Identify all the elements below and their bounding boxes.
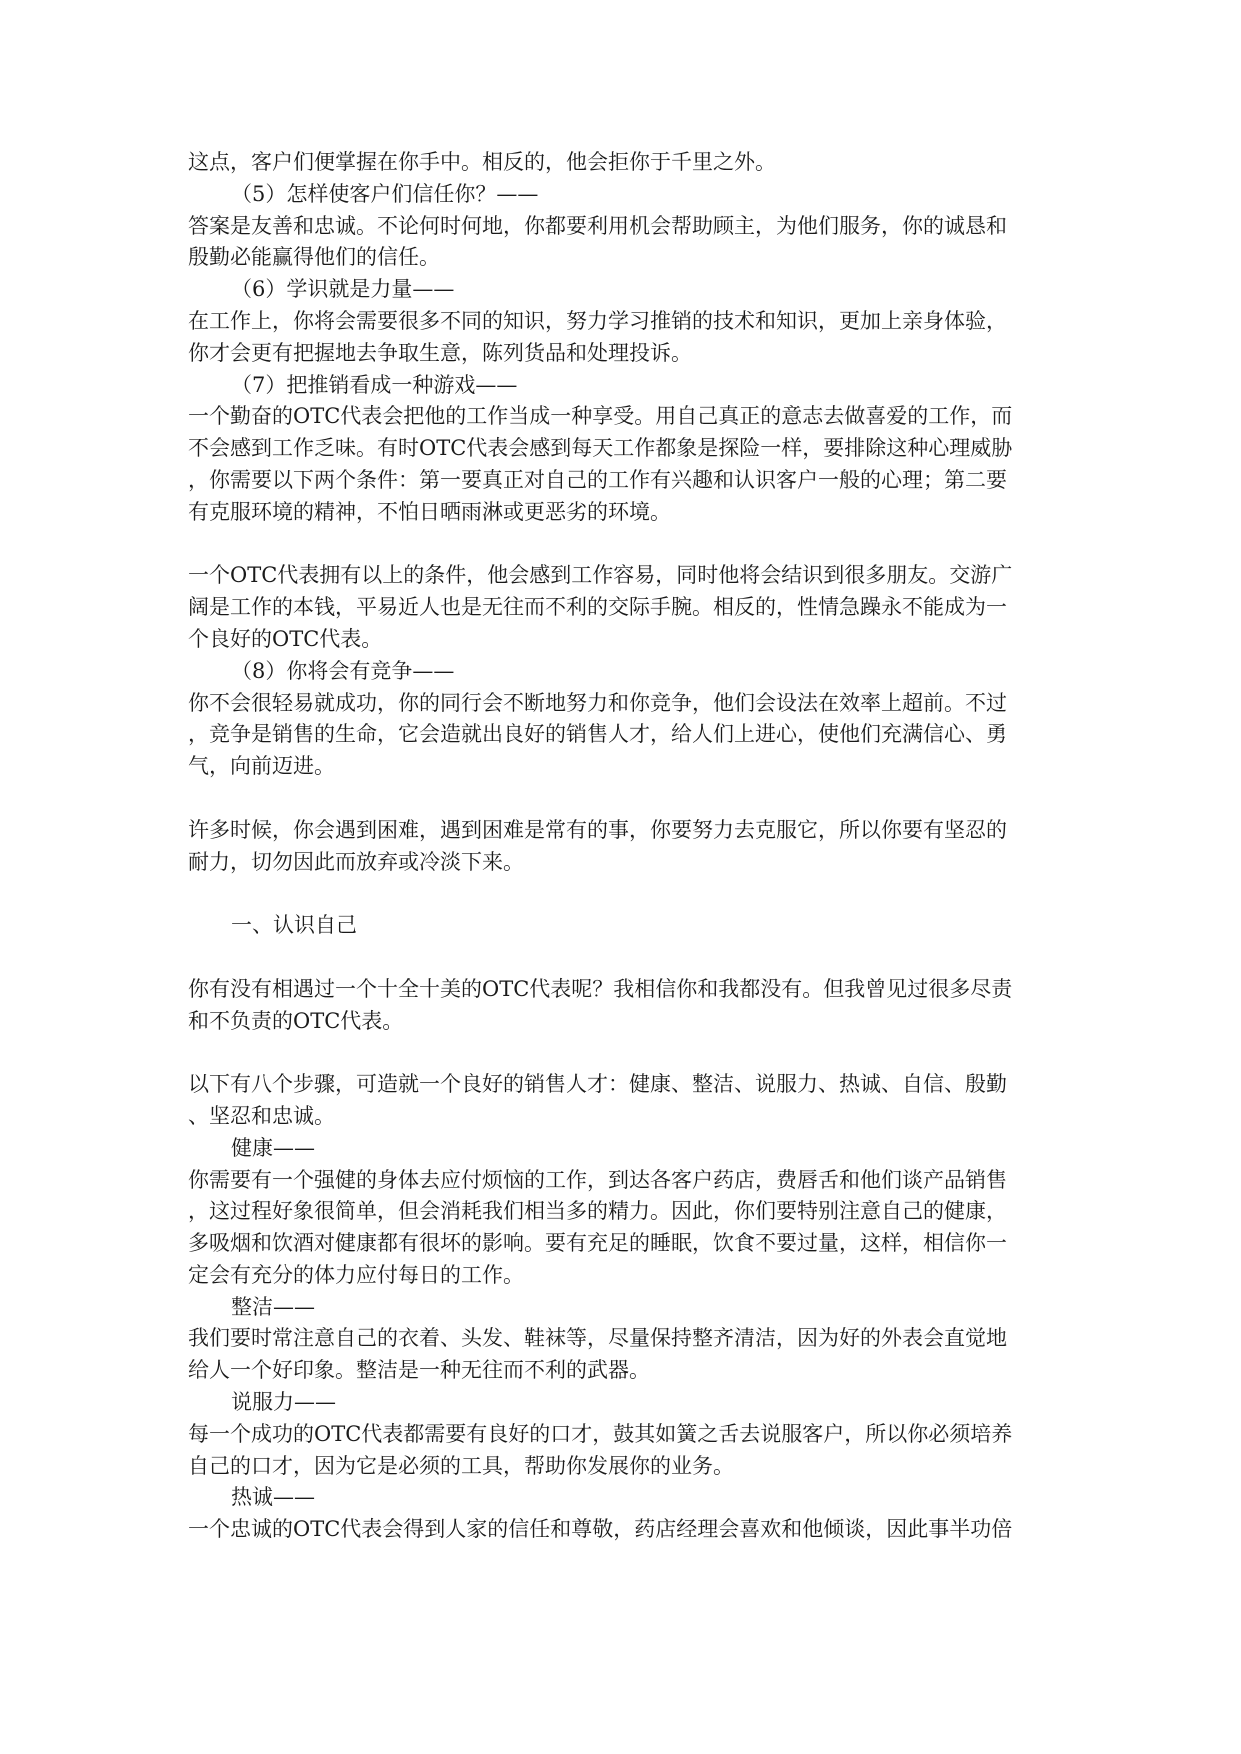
paragraph-line: 自己的口才，因为它是必须的工具，帮助你发展你的业务。 xyxy=(188,1453,734,1478)
blank-line xyxy=(188,783,1050,815)
paragraph-line: 多吸烟和饮酒对健康都有很坏的影响。要有充足的睡眠，饮食不要过量，这样，相信你一 xyxy=(188,1231,1007,1256)
paragraph-line: 个良好的OTC代表。 xyxy=(188,626,383,651)
section-heading-line: （8）你将会有竞争—— xyxy=(231,658,455,683)
blank-line xyxy=(188,1037,1050,1069)
document-body xyxy=(188,147,1050,1546)
paragraph-line: 一个忠诚的OTC代表会得到人家的信任和尊敬，药店经理会喜欢和他倾谈，因此事半功倍 xyxy=(188,1517,1013,1542)
paragraph-line: 我们要时常注意自己的衣着、头发、鞋袜等，尽量保持整齐清洁，因为好的外表会直觉地 xyxy=(188,1326,1007,1351)
section-heading-line: 说服力—— xyxy=(231,1390,336,1415)
section-heading-line: （5）怎样使客户们信任你？—— xyxy=(231,181,539,206)
blank-line xyxy=(188,942,1050,974)
paragraph-line: ，竞争是销售的生命，它会造就出良好的销售人才，给人们上进心，使他们充满信心、勇 xyxy=(188,722,1007,747)
blank-line xyxy=(188,878,1050,910)
paragraph-line: 耐力，切勿因此而放弃或冷淡下来。 xyxy=(188,849,524,874)
paragraph-line: ，你需要以下两个条件：第一要真正对自己的工作有兴趣和认识客户一般的心理；第二要 xyxy=(188,467,1007,492)
paragraph-line: 你才会更有把握地去争取生意，陈列货品和处理投诉。 xyxy=(188,340,692,365)
paragraph-line: 一个OTC代表拥有以上的条件，他会感到工作容易，同时他将会结识到很多朋友。交游广 xyxy=(188,563,1013,588)
paragraph-line: 在工作上，你将会需要很多不同的知识，努力学习推销的技术和知识，更加上亲身体验， xyxy=(188,308,1007,333)
paragraph-line: 阔是工作的本钱，平易近人也是无往而不利的交际手腕。相反的，性情急躁永不能成为一 xyxy=(188,595,1007,620)
paragraph-line: 这点，客户们便掌握在你手中。相反的，他会拒你于千里之外。 xyxy=(188,150,776,174)
paragraph-line: 和不负责的OTC代表。 xyxy=(188,1008,404,1033)
paragraph-line: ，这过程好象很简单，但会消耗我们相当多的精力。因此，你们要特别注意自己的健康， xyxy=(188,1199,1007,1224)
paragraph-line: 给人一个好印象。整洁是一种无往而不利的武器。 xyxy=(188,1358,650,1383)
paragraph-line: 不会感到工作乏味。有时OTC代表会感到每天工作都象是探险一样，要排除这种心理威胁 xyxy=(188,436,1013,461)
paragraph-line: 以下有八个步骤，可造就一个良好的销售人才：健康、整洁、说服力、热诚、自信、殷勤 xyxy=(188,1072,1007,1097)
paragraph-line: 有克服环境的精神，不怕日晒雨淋或更恶劣的环境。 xyxy=(188,499,671,524)
section-heading-line: 一、认识自己 xyxy=(231,913,357,938)
paragraph-line: 、坚忍和忠诚。 xyxy=(188,1103,335,1128)
paragraph-line: 你需要有一个强健的身体去应付烦恼的工作，到达各客户药店，费唇舌和他们谈产品销售 xyxy=(188,1167,1007,1192)
section-heading-line: 热诚—— xyxy=(231,1485,315,1510)
section-heading-line: （6）学识就是力量—— xyxy=(231,277,455,302)
paragraph-line: 你有没有相遇过一个十全十美的OTC代表呢？我相信你和我都没有。但我曾见过很多尽责 xyxy=(188,976,1013,1001)
paragraph-line: 每一个成功的OTC代表都需要有良好的口才，鼓其如簧之舌去说服客户，所以你必须培养 xyxy=(188,1421,1013,1446)
paragraph-line: 你不会很轻易就成功，你的同行会不断地努力和你竞争，他们会设法在效率上超前。不过 xyxy=(188,690,1007,715)
paragraph-line: 答案是友善和忠诚。不论何时何地，你都要利用机会帮助顾主，为他们服务，你的诚恳和 xyxy=(188,213,1007,238)
paragraph-line: 定会有充分的体力应付每日的工作。 xyxy=(188,1262,524,1287)
section-heading-line: （7）把推销看成一种游戏—— xyxy=(231,372,518,397)
section-heading-line: 健康—— xyxy=(231,1135,315,1160)
section-heading-line: 整洁—— xyxy=(231,1294,315,1319)
paragraph-line: 殷勤必能赢得他们的信任。 xyxy=(188,245,440,270)
paragraph-line: 气，向前迈进。 xyxy=(188,754,335,779)
paragraph-line: 一个勤奋的OTC代表会把他的工作当成一种享受。用自己真正的意志去做喜爱的工作，而 xyxy=(188,404,1013,429)
blank-line xyxy=(188,529,1050,561)
paragraph-line: 许多时候，你会遇到困难，遇到困难是常有的事，你要努力去克服它，所以你要有坚忍的 xyxy=(188,817,1007,842)
